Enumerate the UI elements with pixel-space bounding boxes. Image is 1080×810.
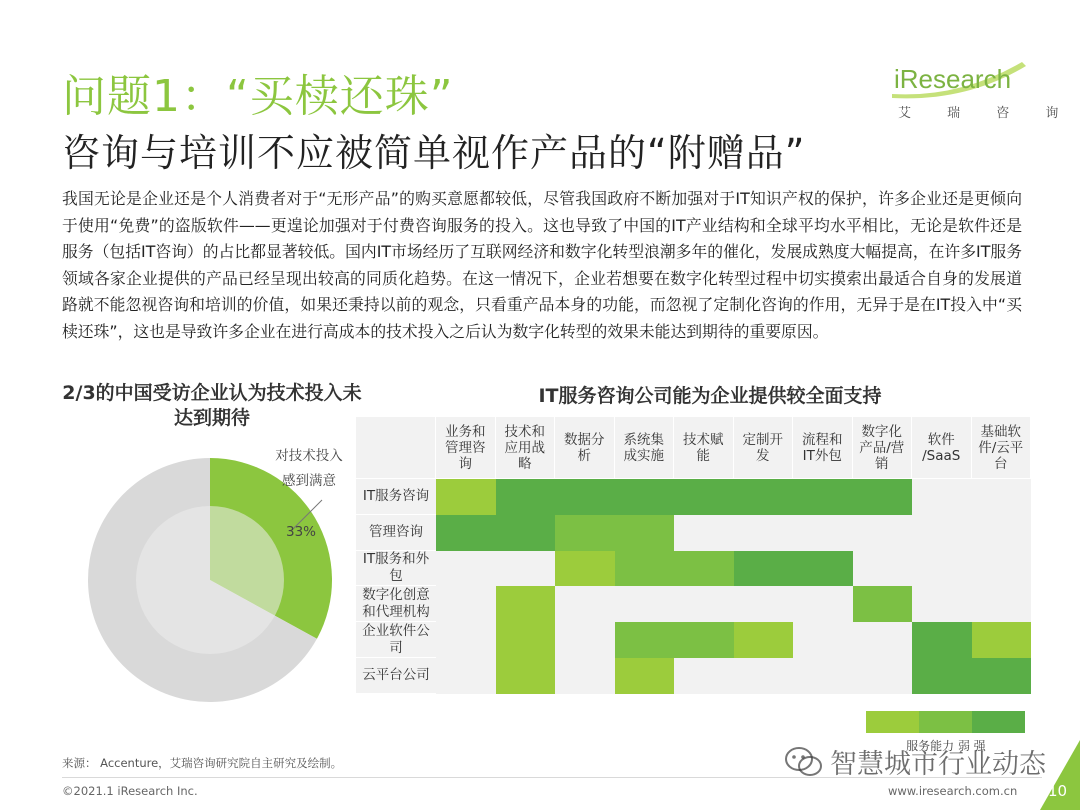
matrix-cell (793, 622, 853, 658)
matrix-cell (674, 551, 734, 587)
matrix-cell (793, 515, 853, 551)
matrix-cell (912, 479, 972, 515)
matrix-cell (912, 622, 972, 658)
pie-slice-percent: 33% (286, 524, 317, 540)
copyright: ©2021.1 iResearch Inc. (62, 784, 198, 798)
source-note: 来源： Accenture，艾瑞咨询研究院自主研究及绘制。 (62, 756, 343, 770)
logo-subtitle: 艾 瑞 咨 询 (898, 106, 1075, 121)
matrix-column-header: 数据分 析 (555, 417, 615, 479)
matrix-cell (555, 515, 615, 551)
matrix-cell (496, 622, 556, 658)
legend-swatch-medium (919, 711, 972, 733)
pie-chart-title: 2/3的中国受访企业认为技术投入未达到期待 (62, 382, 362, 429)
matrix-cell (615, 622, 675, 658)
matrix-cell (555, 586, 615, 622)
matrix-cell (853, 515, 913, 551)
matrix-cell (972, 658, 1032, 694)
matrix-cell (853, 586, 913, 622)
matrix-cell (793, 658, 853, 694)
capability-matrix (356, 417, 1031, 694)
matrix-cell (972, 515, 1032, 551)
pie-inner-ring (136, 506, 284, 654)
page-title: 问题1：“买椟还珠” (62, 71, 454, 122)
legend-swatch-strong (972, 711, 1025, 733)
watermark (784, 742, 1046, 781)
matrix-cell (555, 622, 615, 658)
matrix-cell (436, 658, 496, 694)
matrix-cell (496, 658, 556, 694)
matrix-row-label: IT服务咨询 (356, 479, 436, 515)
matrix-cell (853, 479, 913, 515)
matrix-cell (734, 551, 794, 587)
matrix-cell (436, 479, 496, 515)
legend-swatch-weak (866, 711, 919, 733)
matrix-column-header: 定制开 发 (734, 417, 794, 479)
matrix-row-label: 管理咨询 (356, 515, 436, 551)
matrix-cell (436, 551, 496, 587)
matrix-cell (793, 551, 853, 587)
matrix-cell (912, 658, 972, 694)
matrix-cell (734, 622, 794, 658)
matrix-row-label: 企业软件公 司 (356, 622, 436, 658)
matrix-cell (972, 586, 1032, 622)
matrix-column-header: 系统集 成实施 (615, 417, 675, 479)
matrix-cell (972, 622, 1032, 658)
matrix-cell (496, 551, 556, 587)
matrix-cell (496, 586, 556, 622)
legend-label: 服务能力 弱 强 (906, 739, 986, 753)
matrix-cell (615, 479, 675, 515)
page-subtitle: 咨询与培训不应被简单视作产品的“附赠品” (62, 131, 806, 175)
matrix-cell (793, 586, 853, 622)
matrix-cell (972, 551, 1032, 587)
matrix-grid (356, 417, 1031, 694)
matrix-cell (436, 622, 496, 658)
matrix-column-header: 业务和 管理咨 询 (436, 417, 496, 479)
matrix-cell (555, 658, 615, 694)
logo-swoosh-icon (890, 58, 1030, 102)
matrix-column-header: 软件 /SaaS (912, 417, 972, 479)
matrix-cell (734, 479, 794, 515)
matrix-cell (674, 479, 734, 515)
matrix-cell (436, 586, 496, 622)
matrix-corner (356, 417, 436, 479)
matrix-chart-title: IT服务咨询公司能为企业提供较全面支持 (538, 385, 882, 407)
matrix-cell (912, 515, 972, 551)
matrix-column-header: 数字化 产品/营 销 (853, 417, 913, 479)
website-url[interactable]: www.iresearch.com.cn (888, 784, 1018, 798)
matrix-cell (674, 586, 734, 622)
logo-wordmark: iResearch (894, 64, 1012, 94)
matrix-cell (674, 515, 734, 551)
page-number: 10 (1048, 782, 1068, 800)
matrix-cell (615, 586, 675, 622)
matrix-cell (615, 515, 675, 551)
matrix-cell (674, 658, 734, 694)
matrix-cell (793, 479, 853, 515)
body-paragraph: 我国无论是企业还是个人消费者对于“无形产品”的购买意愿都较低，尽管我国政府不断加强对于IT知识产权的保护，许多企业还是更倾向于使用“免费”的盗版软件——更遑论加强对于付费咨询服务的投入。这也导致了中国的IT产业结构和全球平均水平相比，无论是软件还是服务（包括IT咨询）的占比都显著较低。国内IT市场经历了互联网经济和数字化转型浪潮多年的催化，发展成熟度大幅提高，在许多IT服务领域各家企业提供的产品已经呈现出较高的同质化趋势。在这一情况下，企业若想要在数字化转型过程中切实摸索出最适合自身的发展道路就不能忽视咨询和培训的价值，如果还秉持以前的观念，只看重产品本身的功能，而忽视了定制化咨询的作用，无异于是在IT投入中“买椟还珠”，这也是导致许多企业在进行高成本的技术投入之后认为数字化转型的效果未能达到期待的重要原因。 (62, 189, 1022, 341)
matrix-column-header: 技术和 应用战 略 (496, 417, 556, 479)
matrix-cell (436, 515, 496, 551)
iresearch-logo (890, 58, 1075, 122)
matrix-cell (734, 658, 794, 694)
wechat-icon (784, 745, 824, 779)
matrix-cell (972, 479, 1032, 515)
matrix-column-header: 基础软 件/云平 台 (972, 417, 1032, 479)
matrix-cell (853, 658, 913, 694)
matrix-cell (674, 622, 734, 658)
watermark-text: 智慧城市行业动态 (830, 749, 1046, 780)
matrix-cell (734, 515, 794, 551)
matrix-legend (866, 711, 1025, 733)
matrix-row-label: IT服务和外 包 (356, 551, 436, 587)
matrix-row-label: 数字化创意 和代理机构 (356, 586, 436, 622)
matrix-cell (615, 658, 675, 694)
matrix-cell (853, 551, 913, 587)
pie-slice-label: 对技术投入感到满意 (275, 448, 343, 489)
matrix-cell (496, 515, 556, 551)
matrix-cell (853, 622, 913, 658)
matrix-cell (912, 551, 972, 587)
matrix-row-label: 云平台公司 (356, 658, 436, 694)
matrix-cell (555, 551, 615, 587)
matrix-column-header: 流程和 IT外包 (793, 417, 853, 479)
matrix-cell (912, 586, 972, 622)
matrix-cell (615, 551, 675, 587)
matrix-column-header: 技术赋 能 (674, 417, 734, 479)
matrix-cell (734, 586, 794, 622)
matrix-cell (496, 479, 556, 515)
matrix-cell (555, 479, 615, 515)
